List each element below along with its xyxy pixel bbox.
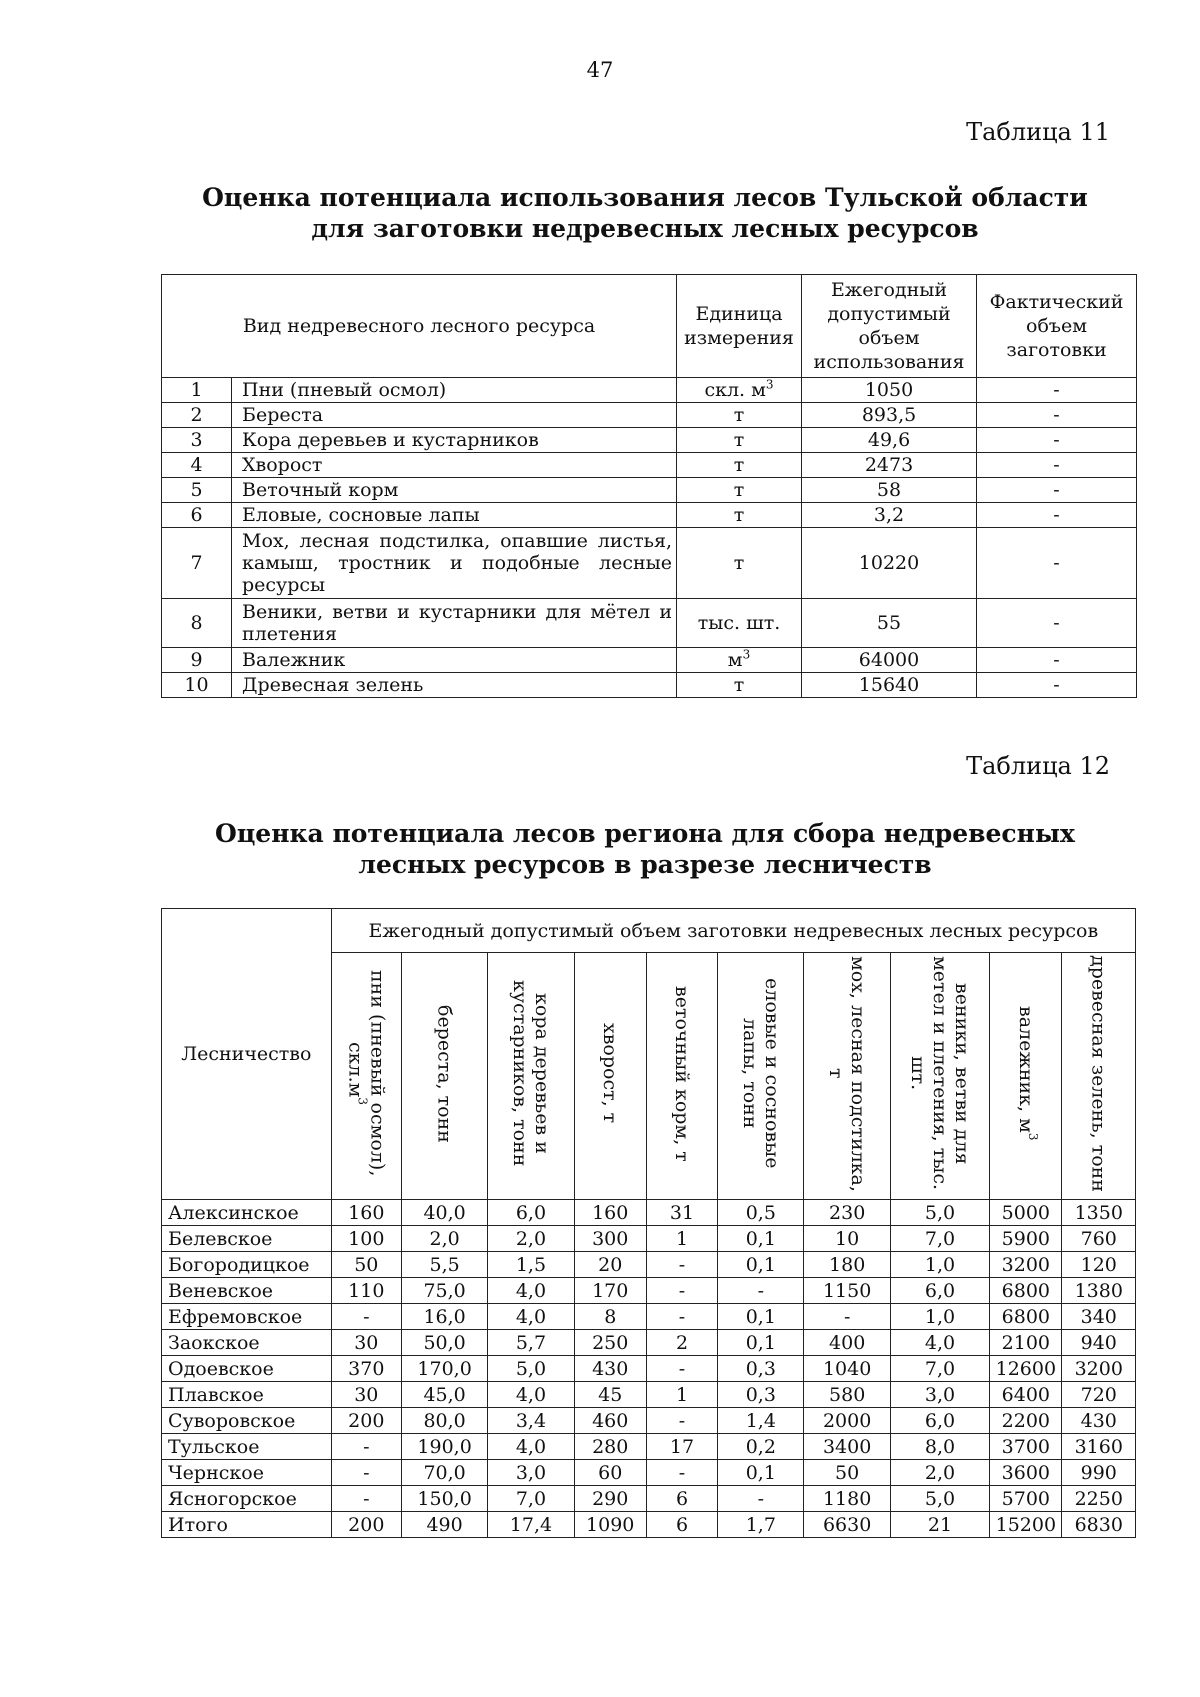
unit-cell (677, 453, 802, 478)
table11-caption: Таблица 11 (966, 118, 1110, 146)
resource-name: Древесная зелень (232, 673, 677, 698)
column-header (331, 953, 401, 1200)
table-cell: 70,0 (401, 1460, 487, 1486)
table-cell: - (646, 1304, 717, 1330)
row-number: 8 (162, 599, 232, 648)
row-number: 6 (162, 503, 232, 528)
unit-cell (677, 599, 802, 648)
resource-name: Пни (пневый осмол) (232, 378, 677, 403)
table-cell: - (331, 1434, 401, 1460)
table-row (162, 599, 1137, 648)
table-cell: 760 (1062, 1226, 1136, 1252)
unit-cell (677, 378, 802, 403)
forestry-name: Ефремовское (162, 1304, 332, 1330)
column-header (890, 953, 989, 1200)
table-cell: 3,0 (890, 1382, 989, 1408)
row-number: 7 (162, 528, 232, 599)
annual-value: 55 (802, 599, 977, 648)
table-row (162, 1460, 1136, 1486)
resource-name: Веточный корм (232, 478, 677, 503)
table-cell: 75,0 (401, 1278, 487, 1304)
unit-superscript: 3 (742, 647, 751, 662)
row-number: 9 (162, 648, 232, 673)
row-number: 10 (162, 673, 232, 698)
table11-title-line2: для заготовки недревесных лесных ресурсов (311, 214, 979, 243)
table-cell: 15200 (990, 1512, 1062, 1538)
table12-title-line2: лесных ресурсов в разрезе лесничеств (358, 850, 932, 879)
table-row (162, 1434, 1136, 1460)
column-header-text (825, 954, 869, 1194)
table12-caption: Таблица 12 (966, 752, 1110, 780)
header-resource: Вид недревесного лесного ресурса (162, 275, 677, 378)
actual-value: - (977, 378, 1137, 403)
table-cell: 16,0 (401, 1304, 487, 1330)
unit-text: тыс. шт. (697, 612, 781, 634)
table-cell: - (331, 1460, 401, 1486)
column-header (488, 953, 574, 1200)
table-cell: 200 (331, 1408, 401, 1434)
resource-name: Еловые, сосновые лапы (232, 503, 677, 528)
header-unit: Единица измерения (677, 275, 802, 378)
table-cell: 580 (804, 1382, 890, 1408)
table-cell: 2,0 (890, 1460, 989, 1486)
table-cell: 0,5 (718, 1200, 804, 1226)
unit-cell (677, 673, 802, 698)
unit-cell (677, 428, 802, 453)
forestry-name: Плавское (162, 1382, 332, 1408)
page-number: 47 (586, 58, 614, 82)
table-cell: 5,7 (488, 1330, 574, 1356)
table-cell: 6,0 (890, 1278, 989, 1304)
table-cell: - (646, 1252, 717, 1278)
header-annual: Ежегодный допустимый объем использования (802, 275, 977, 378)
column-header-label: хворост, т (599, 1023, 622, 1124)
column-header-text (1014, 1006, 1041, 1141)
unit-text: скл. м (704, 379, 766, 401)
table-cell: 400 (804, 1330, 890, 1356)
annual-value: 3,2 (802, 503, 977, 528)
table-cell: 2250 (1062, 1486, 1136, 1512)
resource-name (232, 528, 677, 599)
table-cell: 6 (646, 1512, 717, 1538)
table-cell: 50,0 (401, 1330, 487, 1356)
table-cell: 1,4 (718, 1408, 804, 1434)
column-header-text (344, 954, 388, 1194)
column-header-text (907, 954, 973, 1194)
table-cell: 3,0 (488, 1460, 574, 1486)
table-cell: 2,0 (401, 1226, 487, 1252)
column-header-label: еловые и сосновые лапы, тонн (738, 978, 783, 1169)
table-cell: 160 (574, 1200, 646, 1226)
table-cell: 340 (1062, 1304, 1136, 1330)
table-cell: 490 (401, 1512, 487, 1538)
table-cell: - (331, 1304, 401, 1330)
table-cell: 0,1 (718, 1304, 804, 1330)
table-cell: 1 (646, 1226, 717, 1252)
column-header-text (1088, 955, 1110, 1192)
table-cell: 0,1 (718, 1330, 804, 1356)
row-number: 2 (162, 403, 232, 428)
table-cell: 2200 (990, 1408, 1062, 1434)
resource-name-part: Веники, ветви и кустарники для мётел и (242, 601, 673, 623)
table-cell: 110 (331, 1278, 401, 1304)
unit-text: м (727, 649, 743, 671)
column-header-label: веники, ветви для метел и плетения, тыс. шт. (907, 956, 973, 1191)
table-cell: 6 (646, 1486, 717, 1512)
table12 (161, 908, 1136, 1538)
table-row (162, 1200, 1136, 1226)
table-row (162, 478, 1137, 503)
resource-name-part: ресурсы (242, 574, 326, 596)
table-cell: 6630 (804, 1512, 890, 1538)
header-actual: Фактический объем заготовки (977, 275, 1137, 378)
table-cell: 1180 (804, 1486, 890, 1512)
table-cell: 2100 (990, 1330, 1062, 1356)
column-header-label: древесная зелень, тонн (1087, 955, 1110, 1192)
table-row (162, 453, 1137, 478)
table-cell: 7,0 (890, 1226, 989, 1252)
table-cell: 3,4 (488, 1408, 574, 1434)
table-row (162, 403, 1137, 428)
table-cell: - (646, 1408, 717, 1434)
table-cell: 8 (574, 1304, 646, 1330)
column-header-text (599, 1023, 621, 1123)
table-cell: 0,2 (718, 1434, 804, 1460)
unit-text: т (733, 674, 745, 696)
table-cell: 370 (331, 1356, 401, 1382)
unit-cell (677, 403, 802, 428)
forestry-name: Заокское (162, 1330, 332, 1356)
table-cell: 0,1 (718, 1226, 804, 1252)
table-cell: 5700 (990, 1486, 1062, 1512)
resource-name (232, 599, 677, 648)
column-header-label: веточный корм, т (671, 985, 694, 1162)
table-cell: 3200 (1062, 1356, 1136, 1382)
table-cell: 6,0 (890, 1408, 989, 1434)
column-header (1062, 953, 1136, 1200)
column-header-text (739, 954, 783, 1194)
column-header-label: валежник, м (1014, 1006, 1037, 1134)
actual-value: - (977, 428, 1137, 453)
table-cell: 230 (804, 1200, 890, 1226)
table-row (162, 428, 1137, 453)
table-cell: - (718, 1278, 804, 1304)
table-cell: 30 (331, 1330, 401, 1356)
unit-cell (677, 478, 802, 503)
table-row (162, 1512, 1136, 1538)
table-cell: 180 (804, 1252, 890, 1278)
table-cell: 720 (1062, 1382, 1136, 1408)
table-cell: 6800 (990, 1304, 1062, 1330)
table-cell: 80,0 (401, 1408, 487, 1434)
table-cell: 1150 (804, 1278, 890, 1304)
table-cell: 30 (331, 1382, 401, 1408)
column-header-label: кора деревьев и кустарников, тонн (508, 980, 553, 1167)
row-number: 4 (162, 453, 232, 478)
unit-text: т (733, 552, 745, 574)
header-forestry: Лесничество (162, 909, 332, 1200)
table-cell: 460 (574, 1408, 646, 1434)
resource-name-part: Мох, лесная подстилка, опавшие листья, камыш, тростник и подобные лесные (242, 530, 673, 574)
table-cell: 6830 (1062, 1512, 1136, 1538)
table-row (162, 528, 1137, 599)
table-cell: 170,0 (401, 1356, 487, 1382)
table-cell: 1040 (804, 1356, 890, 1382)
table-cell: 150,0 (401, 1486, 487, 1512)
column-header-superscript: 3 (1026, 1133, 1041, 1141)
column-header-label: пни (пневый осмол), скл.м (344, 970, 389, 1177)
row-number: 3 (162, 428, 232, 453)
table-cell: 120 (1062, 1252, 1136, 1278)
table12-title-line1: Оценка потенциала лесов региона для сбора недревесных (215, 819, 1075, 848)
table-cell: 430 (574, 1356, 646, 1382)
table-cell: 5,0 (890, 1200, 989, 1226)
table12-body (162, 1200, 1136, 1538)
actual-value: - (977, 503, 1137, 528)
actual-value: - (977, 599, 1137, 648)
actual-value: - (977, 403, 1137, 428)
column-header-label: береста, тонн (433, 1004, 456, 1143)
actual-value: - (977, 673, 1137, 698)
forestry-name: Ясногорское (162, 1486, 332, 1512)
table-cell: 12600 (990, 1356, 1062, 1382)
table-cell: 430 (1062, 1408, 1136, 1434)
column-header-superscript: 3 (355, 1097, 370, 1106)
table-cell: 0,3 (718, 1382, 804, 1408)
table-cell: 5,0 (890, 1486, 989, 1512)
forestry-name: Тульское (162, 1434, 332, 1460)
unit-superscript: 3 (765, 377, 774, 392)
unit-cell (677, 528, 802, 599)
table-cell: 3160 (1062, 1434, 1136, 1460)
forestry-name: Чернское (162, 1460, 332, 1486)
table-cell: 17 (646, 1434, 717, 1460)
table-cell: 3200 (990, 1252, 1062, 1278)
annual-value: 10220 (802, 528, 977, 599)
unit-cell (677, 648, 802, 673)
table-row (162, 1382, 1136, 1408)
table-cell: 7,0 (488, 1486, 574, 1512)
table-cell: 1350 (1062, 1200, 1136, 1226)
table-cell: 60 (574, 1460, 646, 1486)
unit-text: т (733, 429, 745, 451)
table-cell: 250 (574, 1330, 646, 1356)
table-cell: 10 (804, 1226, 890, 1252)
table-cell: 17,4 (488, 1512, 574, 1538)
table-cell: 1,0 (890, 1304, 989, 1330)
header-group: Ежегодный допустимый объем заготовки недревесных лесных ресурсов (331, 909, 1135, 953)
table-row (162, 1356, 1136, 1382)
forestry-name: Веневское (162, 1278, 332, 1304)
actual-value: - (977, 478, 1137, 503)
table-cell: - (646, 1356, 717, 1382)
table-cell: 6800 (990, 1278, 1062, 1304)
table11-title (0, 182, 1200, 244)
column-header (646, 953, 717, 1200)
annual-value: 15640 (802, 673, 977, 698)
table-cell: 1380 (1062, 1278, 1136, 1304)
table-row (162, 648, 1137, 673)
table-cell: 1 (646, 1382, 717, 1408)
table-cell: 45 (574, 1382, 646, 1408)
table-cell: 21 (890, 1512, 989, 1538)
unit-cell (677, 503, 802, 528)
table-cell: - (718, 1486, 804, 1512)
table-cell: 2,0 (488, 1226, 574, 1252)
table-cell: 6,0 (488, 1200, 574, 1226)
forestry-name: Богородицкое (162, 1252, 332, 1278)
table-cell: 1,5 (488, 1252, 574, 1278)
table-cell: 0,3 (718, 1356, 804, 1382)
table-cell: 8,0 (890, 1434, 989, 1460)
table-cell: - (804, 1304, 890, 1330)
annual-value: 64000 (802, 648, 977, 673)
table-cell: 31 (646, 1200, 717, 1226)
resource-name: Валежник (232, 648, 677, 673)
table-cell: 3400 (804, 1434, 890, 1460)
column-header-text (671, 986, 693, 1162)
table-cell: 5900 (990, 1226, 1062, 1252)
resource-name: Хворост (232, 453, 677, 478)
table-cell: 50 (331, 1252, 401, 1278)
column-header (804, 953, 890, 1200)
table-cell: 3700 (990, 1434, 1062, 1460)
forestry-name: Суворовское (162, 1408, 332, 1434)
table-cell: 50 (804, 1460, 890, 1486)
table-cell: - (646, 1278, 717, 1304)
table-cell: 990 (1062, 1460, 1136, 1486)
table-cell: 190,0 (401, 1434, 487, 1460)
unit-text: т (733, 404, 745, 426)
table-row (162, 503, 1137, 528)
actual-value: - (977, 648, 1137, 673)
forestry-name: Белевское (162, 1226, 332, 1252)
table-cell: 200 (331, 1512, 401, 1538)
resource-name: Береста (232, 403, 677, 428)
column-header-text (434, 1005, 456, 1143)
table-row (162, 1252, 1136, 1278)
annual-value: 893,5 (802, 403, 977, 428)
table-cell: 4,0 (488, 1434, 574, 1460)
table-cell: 4,0 (488, 1304, 574, 1330)
column-header (574, 953, 646, 1200)
table-cell: 45,0 (401, 1382, 487, 1408)
table-cell: 100 (331, 1226, 401, 1252)
table-cell: 3600 (990, 1460, 1062, 1486)
table-cell: 300 (574, 1226, 646, 1252)
resource-name: Кора деревьев и кустарников (232, 428, 677, 453)
table-row (162, 1304, 1136, 1330)
table-cell: 170 (574, 1278, 646, 1304)
table-row (162, 1408, 1136, 1434)
column-header-label: мох, лесная подстилка, т (825, 955, 870, 1192)
annual-value: 58 (802, 478, 977, 503)
table-cell: 4,0 (488, 1382, 574, 1408)
table-cell: 5000 (990, 1200, 1062, 1226)
column-header (990, 953, 1062, 1200)
column-header (718, 953, 804, 1200)
table-cell: 280 (574, 1434, 646, 1460)
unit-text: т (733, 454, 745, 476)
table-cell: 290 (574, 1486, 646, 1512)
table-cell: 40,0 (401, 1200, 487, 1226)
table11-title-line1: Оценка потенциала использования лесов Тульской области (202, 183, 1088, 212)
table-cell: 5,5 (401, 1252, 487, 1278)
row-number: 1 (162, 378, 232, 403)
unit-text: т (733, 504, 745, 526)
table11-body (162, 378, 1137, 698)
table-cell: 2 (646, 1330, 717, 1356)
table-row (162, 1486, 1136, 1512)
table-cell: 1090 (574, 1512, 646, 1538)
table-cell: 2000 (804, 1408, 890, 1434)
table-cell: 4,0 (488, 1278, 574, 1304)
table-cell: 1,0 (890, 1252, 989, 1278)
table-row (162, 1226, 1136, 1252)
table11 (161, 274, 1137, 698)
table-cell: 4,0 (890, 1330, 989, 1356)
table-cell: 5,0 (488, 1356, 574, 1382)
annual-value: 1050 (802, 378, 977, 403)
table-row (162, 1330, 1136, 1356)
column-header-text (509, 954, 553, 1194)
table-cell: 0,1 (718, 1460, 804, 1486)
forestry-name: Алексинское (162, 1200, 332, 1226)
table-cell: 6400 (990, 1382, 1062, 1408)
table-cell: 7,0 (890, 1356, 989, 1382)
annual-value: 2473 (802, 453, 977, 478)
table-row (162, 673, 1137, 698)
annual-value: 49,6 (802, 428, 977, 453)
column-header (401, 953, 487, 1200)
table-cell: - (646, 1460, 717, 1486)
unit-text: т (733, 479, 745, 501)
forestry-name: Итого (162, 1512, 332, 1538)
table-cell: - (331, 1486, 401, 1512)
table-cell: 160 (331, 1200, 401, 1226)
table-cell: 20 (574, 1252, 646, 1278)
table-cell: 1,7 (718, 1512, 804, 1538)
table-row (162, 1278, 1136, 1304)
table12-title (0, 818, 1200, 880)
resource-name-part: плетения (242, 623, 338, 645)
actual-value: - (977, 453, 1137, 478)
forestry-name: Одоевское (162, 1356, 332, 1382)
row-number: 5 (162, 478, 232, 503)
table-cell: 0,1 (718, 1252, 804, 1278)
table-cell: 940 (1062, 1330, 1136, 1356)
actual-value: - (977, 528, 1137, 599)
table-row (162, 378, 1137, 403)
